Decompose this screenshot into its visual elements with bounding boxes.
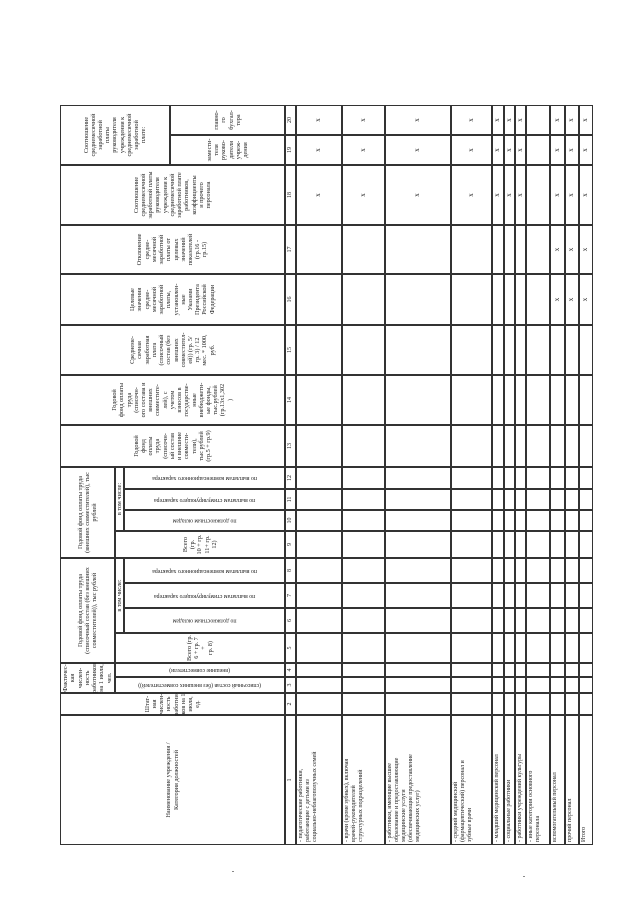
table-cell: [504, 467, 515, 489]
table-row-label: - средний медицинский (фармацевтический) персонал и зубные врачи: [451, 715, 492, 845]
table-cell: [385, 608, 451, 633]
table-cell: [492, 425, 504, 467]
table-cell: [565, 583, 579, 608]
table-cell: x: [515, 135, 526, 165]
table-cell: [451, 467, 492, 489]
table-cell: [342, 325, 385, 375]
table-cell: [565, 531, 579, 558]
header-col17: Отклонение средне- месячной заработной платы от целевых значений показателей (гр.16 - гр.15): [60, 225, 285, 274]
scan-speck: [523, 876, 525, 877]
table-cell: [565, 558, 579, 583]
table-cell: x: [579, 105, 593, 135]
table-cell: [492, 531, 504, 558]
table-cell: [550, 663, 565, 677]
header-col16: Целевые значения средне- месячной заработной платы, установлен- ные Указами Президента Российской Федерации: [60, 274, 285, 325]
table-row-label: прочий персонал: [565, 715, 579, 845]
table-cell: [515, 375, 526, 425]
table-cell: [342, 225, 385, 274]
table-cell: [565, 693, 579, 715]
column-number: 20: [285, 105, 296, 135]
table-cell: [565, 375, 579, 425]
table-cell: [385, 325, 451, 375]
table-cell: [385, 489, 451, 510]
table-cell: x: [550, 105, 565, 135]
header-col15: Среднеме- сячная заработная плата (списочный состав (без внешних совместител- ей)) (гр. 5/ гр. 3) / 12 мес. * 1000, руб.: [60, 325, 285, 375]
column-number: 10: [285, 510, 296, 531]
table-cell: [550, 425, 565, 467]
header-col14: Годовой фонд оплаты труда (списочн- ого состава и внешних совместите- лей), с учетом взносов в государстве- нные внебюджетн- ые фонды, тыс.рублей (гр.13х1,302 ): [60, 375, 285, 425]
table-cell: [296, 583, 342, 608]
table-cell: [385, 633, 451, 663]
table-row-label: - иные категории основного персонала: [526, 715, 550, 845]
table-cell: [565, 467, 579, 489]
table-cell: [296, 608, 342, 633]
table-cell: x: [385, 165, 451, 225]
table-cell: [526, 325, 550, 375]
table-cell: [550, 375, 565, 425]
table-cell: [565, 325, 579, 375]
table-cell: [504, 558, 515, 583]
table-cell: [550, 467, 565, 489]
table-cell: [342, 677, 385, 693]
table-cell: [579, 583, 593, 608]
table-cell: x: [550, 135, 565, 165]
table-cell: [526, 633, 550, 663]
table-cell: [451, 375, 492, 425]
column-number: 7: [285, 583, 296, 608]
header-in-that-2: в том числе:: [115, 467, 124, 531]
table-cell: [579, 467, 593, 489]
header-sub-stim-1: [124, 583, 285, 608]
table-cell: [296, 633, 342, 663]
rotated-table: [60, 25, 590, 845]
table-cell: [515, 608, 526, 633]
header-actual-ext: [115, 663, 285, 677]
table-cell: [515, 325, 526, 375]
column-number: 8: [285, 558, 296, 583]
table-cell: [342, 375, 385, 425]
table-cell: [515, 510, 526, 531]
table-cell: [296, 693, 342, 715]
header-fund-list: Годовой фонд оплаты труда (списочный состав (без внешних совместителей)), тыс рублей: [60, 558, 115, 663]
table-cell: x: [565, 165, 579, 225]
table-cell: [451, 558, 492, 583]
table-cell: [515, 633, 526, 663]
column-number: 19: [285, 135, 296, 165]
table-cell: x: [579, 135, 593, 165]
table-cell: [526, 583, 550, 608]
column-number: 3: [285, 677, 296, 693]
table-cell: [515, 531, 526, 558]
table-cell: [504, 693, 515, 715]
column-number: 17: [285, 225, 296, 274]
column-number: 12: [285, 467, 296, 489]
table-cell: [526, 274, 550, 325]
table-cell: x: [342, 165, 385, 225]
table-cell: [492, 510, 504, 531]
table-cell: [451, 274, 492, 325]
table-cell: [296, 467, 342, 489]
table-cell: x: [565, 225, 579, 274]
header-sub-salary-1: [124, 608, 285, 633]
table-cell: [526, 531, 550, 558]
table-cell: [504, 425, 515, 467]
table-cell: [492, 274, 504, 325]
table-cell: x: [492, 105, 504, 135]
table-cell: [342, 274, 385, 325]
table-cell: [296, 489, 342, 510]
column-number: 15: [285, 325, 296, 375]
table-cell: [550, 693, 565, 715]
table-cell: [385, 677, 451, 693]
column-number: 5: [285, 633, 296, 663]
column-number: 2: [285, 693, 296, 715]
column-number: 11: [285, 489, 296, 510]
table-cell: [342, 633, 385, 663]
table-cell: x: [504, 105, 515, 135]
table-cell: [342, 489, 385, 510]
table-cell: [579, 489, 593, 510]
table-cell: [296, 274, 342, 325]
table-cell: [492, 375, 504, 425]
table-cell: x: [296, 105, 342, 135]
column-number: 4: [285, 663, 296, 677]
table-cell: [492, 693, 504, 715]
table-cell: [504, 489, 515, 510]
table-cell: [550, 558, 565, 583]
table-cell: x: [565, 105, 579, 135]
table-cell: [515, 425, 526, 467]
table-cell: [526, 105, 550, 135]
table-cell: [296, 225, 342, 274]
table-cell: [504, 274, 515, 325]
table-cell: [515, 489, 526, 510]
table-cell: [565, 677, 579, 693]
table-cell: [526, 663, 550, 677]
table-cell: [296, 558, 342, 583]
table-cell: [526, 510, 550, 531]
table-cell: [385, 510, 451, 531]
table-cell: [342, 583, 385, 608]
table-cell: [550, 531, 565, 558]
table-cell: [515, 663, 526, 677]
header-sub-salary-1-text: по должностным окладам: [172, 618, 237, 625]
table-cell: [579, 633, 593, 663]
table-cell: [526, 135, 550, 165]
header-total-2: Всего (гр. 10 + гр. 11+ гр. 12): [115, 531, 285, 558]
table-cell: [451, 225, 492, 274]
scan-speck: [232, 871, 234, 872]
table-cell: [550, 325, 565, 375]
table-cell: [296, 677, 342, 693]
table-cell: [504, 531, 515, 558]
table-cell: [526, 165, 550, 225]
table-cell: x: [550, 225, 565, 274]
header-col19-20: Соотношение среднемесячной заработной платы руководителя учреждения к среднемесячной заработной плате:: [60, 105, 170, 165]
table-cell: x: [504, 165, 515, 225]
table-cell: [504, 677, 515, 693]
table-cell: x: [492, 165, 504, 225]
column-number: 1: [285, 715, 296, 845]
table-cell: [451, 489, 492, 510]
table-cell: [579, 325, 593, 375]
table-cell: [342, 425, 385, 467]
table-cell: [504, 225, 515, 274]
table-cell: [385, 531, 451, 558]
table-cell: [385, 274, 451, 325]
table-cell: x: [342, 135, 385, 165]
table-cell: [451, 531, 492, 558]
table-cell: x: [451, 105, 492, 135]
table-cell: [342, 693, 385, 715]
table-cell: x: [451, 135, 492, 165]
table-cell: x: [504, 135, 515, 165]
table-cell: [451, 677, 492, 693]
table-cell: [550, 608, 565, 633]
table-cell: [515, 225, 526, 274]
table-cell: [550, 677, 565, 693]
table-cell: x: [385, 135, 451, 165]
header-sub-comp-2: [124, 467, 285, 489]
table-row-label: Итого: [579, 715, 593, 845]
header-col19: замести- теля руково- дителя учреж- дения: [170, 135, 285, 165]
table-cell: [451, 663, 492, 677]
table-cell: x: [451, 165, 492, 225]
table-cell: x: [565, 274, 579, 325]
table-cell: [579, 375, 593, 425]
table-cell: [451, 583, 492, 608]
column-number: 16: [285, 274, 296, 325]
table-cell: [550, 583, 565, 608]
table-cell: [504, 375, 515, 425]
table-cell: [515, 693, 526, 715]
header-actual-list-text: (списочный состав (без внешних совместителей)): [138, 682, 262, 689]
table-row-label: вспомогательный персонал: [550, 715, 565, 845]
table-cell: [515, 677, 526, 693]
table-cell: [385, 583, 451, 608]
column-number: 13: [285, 425, 296, 467]
table-cell: [526, 693, 550, 715]
table-cell: [492, 633, 504, 663]
scanned-page: [60, 25, 590, 845]
table-cell: [492, 583, 504, 608]
table-cell: [504, 663, 515, 677]
table-cell: [526, 558, 550, 583]
table-cell: [565, 663, 579, 677]
table-cell: [385, 425, 451, 467]
table-cell: [492, 677, 504, 693]
table-cell: [565, 510, 579, 531]
table-row-label: - работники, имеющие высшее образование и предоставляющие медицинские услуги (обеспечивающие предоставление медицинских услуг): [385, 715, 451, 845]
table-cell: [451, 633, 492, 663]
table-cell: [526, 677, 550, 693]
table-cell: [526, 467, 550, 489]
table-cell: [526, 375, 550, 425]
table-cell: [526, 489, 550, 510]
table-cell: [342, 663, 385, 677]
header-staff: Штат- ная числен- ность работни- ков на 1 июля, ед.: [60, 693, 285, 715]
column-number: 6: [285, 608, 296, 633]
header-fund-ext: Годовой фонд оплаты труда (внешних совместителей), тыс рублей: [60, 467, 115, 558]
table-cell: x: [579, 274, 593, 325]
header-actual-list: [115, 677, 285, 693]
table-cell: [515, 558, 526, 583]
table-cell: [504, 325, 515, 375]
table-cell: x: [296, 135, 342, 165]
table-cell: [296, 325, 342, 375]
table-cell: [385, 693, 451, 715]
table-row-label: - педагогические работники, работающие с детьми из социально-неблагополучных семей: [296, 715, 342, 845]
table-cell: [579, 531, 593, 558]
header-sub-stim-2: [124, 489, 285, 510]
header-actual: Фактичес- кая числен- ность работников на 1 июля, чел.: [60, 663, 115, 693]
table-cell: [296, 531, 342, 558]
table-cell: [342, 467, 385, 489]
table-cell: x: [296, 165, 342, 225]
table-cell: [492, 467, 504, 489]
table-cell: [565, 425, 579, 467]
table-cell: [579, 425, 593, 467]
table-cell: [504, 583, 515, 608]
header-sub-stim-1-text: по выплатам стимулирующего характера: [153, 593, 256, 600]
table-cell: [579, 558, 593, 583]
table-cell: [492, 608, 504, 633]
table-cell: [492, 489, 504, 510]
table-cell: [342, 531, 385, 558]
header-name: Наименование учреждения / Категория должностей: [60, 715, 285, 845]
table-cell: [526, 608, 550, 633]
table-cell: [385, 663, 451, 677]
table-cell: [492, 225, 504, 274]
table-cell: [342, 510, 385, 531]
table-cell: x: [550, 274, 565, 325]
header-col13: Годовой фонд оплаты труда (списочн- ый состав и внешние совмести- тели), тыс рублей (гр.5 + гр.9): [60, 425, 285, 467]
table-cell: x: [515, 165, 526, 225]
table-cell: [385, 225, 451, 274]
table-cell: [296, 375, 342, 425]
header-sub-salary-2: [124, 510, 285, 531]
table-cell: x: [492, 135, 504, 165]
table-cell: x: [565, 135, 579, 165]
table-cell: [550, 510, 565, 531]
header-sub-comp-1-text: по выплатам компенсационного характера: [152, 568, 257, 575]
table-cell: [579, 693, 593, 715]
table-cell: [451, 325, 492, 375]
column-number: 9: [285, 531, 296, 558]
table-cell: [515, 583, 526, 608]
table-cell: [451, 693, 492, 715]
table-cell: x: [515, 105, 526, 135]
table-cell: [296, 663, 342, 677]
table-cell: [526, 225, 550, 274]
table-cell: x: [342, 105, 385, 135]
header-in-that-1: в том числе:: [115, 558, 124, 633]
table-row-label: - врачи (кроме зубных), включая врачей-руководителей структурных подразделений: [342, 715, 385, 845]
table-cell: [296, 510, 342, 531]
table-cell: [565, 608, 579, 633]
table-cell: [515, 274, 526, 325]
table-cell: [515, 467, 526, 489]
table-cell: [385, 558, 451, 583]
table-cell: [451, 425, 492, 467]
table-cell: [385, 467, 451, 489]
table-cell: x: [579, 165, 593, 225]
table-cell: [579, 608, 593, 633]
column-number: 18: [285, 165, 296, 225]
table-cell: x: [579, 225, 593, 274]
table-cell: [385, 375, 451, 425]
table-cell: [526, 425, 550, 467]
table-cell: [492, 325, 504, 375]
table-cell: [296, 425, 342, 467]
table-cell: [342, 608, 385, 633]
table-cell: [579, 663, 593, 677]
table-cell: [451, 510, 492, 531]
table-row-label: - младший медицинский персонал: [492, 715, 504, 845]
header-col20: главно- го бухгал- тера: [170, 105, 285, 135]
table-cell: [492, 663, 504, 677]
table-cell: [550, 633, 565, 663]
table-cell: [342, 558, 385, 583]
table-cell: [504, 510, 515, 531]
header-sub-comp-2-text: по выплатам компенсационного характера: [152, 475, 257, 482]
table-cell: [504, 633, 515, 663]
header-total-1: Всего (гр. 6 + гр. 7 + гр. 8): [115, 633, 285, 663]
table-cell: x: [385, 105, 451, 135]
table-cell: [550, 489, 565, 510]
table-cell: [579, 510, 593, 531]
table-row-label: - работники учреждений культуры: [515, 715, 526, 845]
column-number: 14: [285, 375, 296, 425]
header-sub-comp-1: [124, 558, 285, 583]
table-cell: [565, 633, 579, 663]
header-sub-salary-2-text: по должностным окладам: [172, 518, 237, 525]
header-sub-stim-2-text: по выплатам стимулирующего характера: [153, 497, 256, 504]
table-cell: [579, 677, 593, 693]
table-cell: [492, 558, 504, 583]
header-col18: Соотношение среднемесячной заработной платы руководителя учреждения к среднемесячной заработной плате работников, коэффициенты и прочего персонала: [60, 165, 285, 225]
table-cell: [451, 608, 492, 633]
header-actual-ext-text: (внешние совместители): [169, 667, 231, 674]
table-cell: x: [550, 165, 565, 225]
table-cell: [504, 608, 515, 633]
table-row-label: - социальные работники: [504, 715, 515, 845]
table-cell: [565, 489, 579, 510]
